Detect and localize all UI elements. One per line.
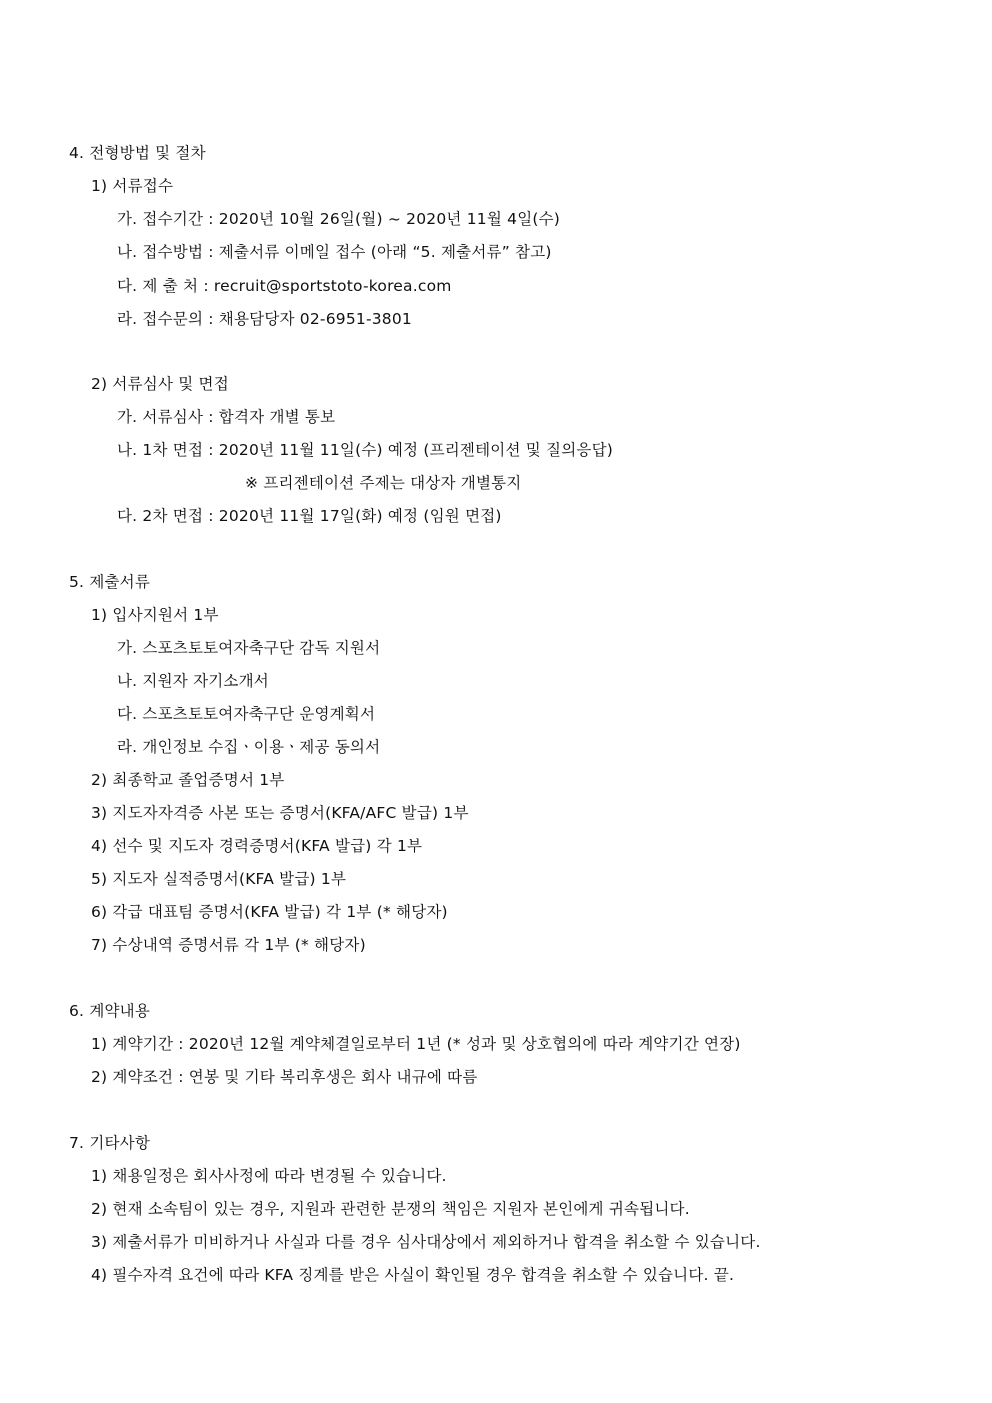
section-4-2-item: 나. 1차 면접 : 2020년 11월 11일(수) 예정 (프리젠테이션 및 질의응답) (117, 441, 613, 459)
section-4-1-item: 다. 제 출 처 : recruit@sportstoto-korea.com (117, 277, 452, 295)
section-5-item: 2) 최종학교 졸업증명서 1부 (91, 771, 285, 789)
section-5-subitem: 나. 지원자 자기소개서 (117, 672, 269, 690)
section-4-1-item: 나. 접수방법 : 제출서류 이메일 접수 (아래 “5. 제출서류” 참고) (117, 243, 552, 261)
section-4-1-item: 가. 접수기간 : 2020년 10월 26일(월) ~ 2020년 11월 4일(수) (117, 210, 561, 228)
section-5-item: 6) 각급 대표팀 증명서(KFA 발급) 각 1부 (* 해당자) (91, 903, 448, 921)
section-4-2-note: ※ 프리젠테이션 주제는 대상자 개별통지 (245, 474, 522, 492)
section-6-item: 1) 계약기간 : 2020년 12월 계약체결일로부터 1년 (* 성과 및 상호협의에 따라 계약기간 연장) (91, 1035, 741, 1053)
section-4-1-item: 라. 접수문의 : 채용담당자 02-6951-3801 (117, 310, 412, 328)
section-5-subitem: 가. 스포츠토토여자축구단 감독 지원서 (117, 639, 381, 657)
section-7-heading: 7. 기타사항 (69, 1134, 151, 1152)
section-5-item: 4) 선수 및 지도자 경력증명서(KFA 발급) 각 1부 (91, 837, 423, 855)
section-7-item: 2) 현재 소속팀이 있는 경우, 지원과 관련한 분쟁의 책임은 지원자 본인에게 귀속됩니다. (91, 1200, 690, 1218)
section-5-item: 5) 지도자 실적증명서(KFA 발급) 1부 (91, 870, 347, 888)
section-4-1-title: 1) 서류접수 (91, 177, 174, 195)
section-6-heading: 6. 계약내용 (69, 1002, 151, 1020)
section-4-2-title: 2) 서류심사 및 면접 (91, 375, 229, 393)
section-4-2-item: 가. 서류심사 : 합격자 개별 통보 (117, 408, 336, 426)
section-7-item: 1) 채용일정은 회사사정에 따라 변경될 수 있습니다. (91, 1167, 447, 1185)
section-7-item: 4) 필수자격 요건에 따라 KFA 징계를 받은 사실이 확인될 경우 합격을 취소할 수 있습니다. 끝. (91, 1266, 735, 1284)
section-5-subitem: 다. 스포츠토토여자축구단 운영계획서 (117, 705, 376, 723)
section-5-heading: 5. 제출서류 (69, 573, 151, 591)
section-5-item: 7) 수상내역 증명서류 각 1부 (* 해당자) (91, 936, 366, 954)
section-7-item: 3) 제출서류가 미비하거나 사실과 다를 경우 심사대상에서 제외하거나 합격을 취소할 수 있습니다. (91, 1233, 761, 1251)
section-4-2-item: 다. 2차 면접 : 2020년 11월 17일(화) 예정 (임원 면접) (117, 507, 502, 525)
section-6-item: 2) 계약조건 : 연봉 및 기타 복리후생은 회사 내규에 따름 (91, 1068, 478, 1086)
section-5-item: 1) 입사지원서 1부 (91, 606, 219, 624)
section-5-subitem: 라. 개인정보 수집ㆍ이용ㆍ제공 동의서 (117, 738, 381, 756)
section-4-heading: 4. 전형방법 및 절차 (69, 144, 206, 162)
section-5-item: 3) 지도자자격증 사본 또는 증명서(KFA/AFC 발급) 1부 (91, 804, 469, 822)
